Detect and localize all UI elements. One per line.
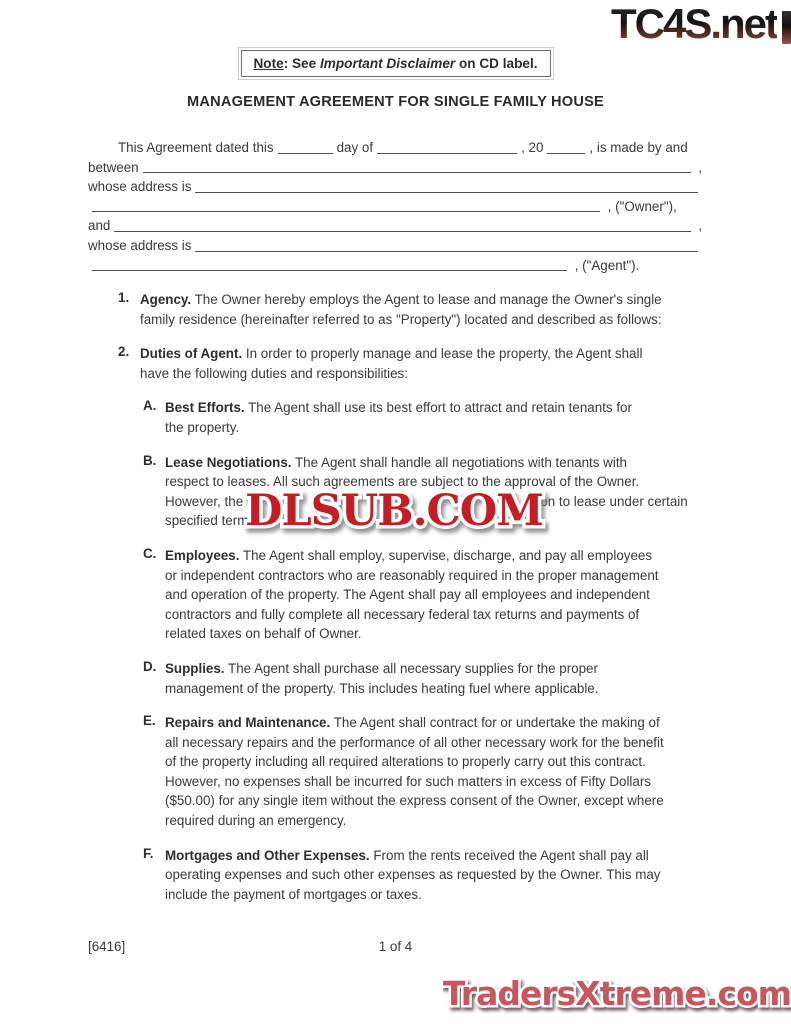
note-emphasis: Important Disclaimer [319,56,456,71]
duty-text: include the payment of mortgages or taxes. [165,886,422,902]
tradersxtreme-logo-text: TradersXtreme.com [443,974,791,1013]
duty-label: Best Efforts. [165,400,245,416]
intro-text: whose address is [88,237,192,253]
intro-text: , ("Agent"). [571,257,640,273]
duty-employees [143,546,718,644]
blank-year [547,139,585,154]
intro-text: and [88,218,111,234]
section-agency [118,290,718,329]
duty-text: related taxes on behalf of Owner. [165,626,362,642]
duty-label: Repairs and Maintenance. [165,715,331,731]
duty-letter: B. [143,452,157,468]
blank-day [278,139,333,154]
intro-text: , 20 [521,140,544,155]
duty-text: or independent contractors who are reasonably required in the proper management [165,567,659,583]
intro-line-3 [88,177,702,197]
duty-text: all necessary repairs and the performance of all other necessary work for the benefit [165,734,664,750]
duty-text: The Agent shall purchase all necessary supplies for the proper [228,660,598,676]
section-number: 2. [118,344,130,360]
blank-owner-address-2 [92,211,600,212]
section-label: Agency. [140,292,192,307]
note-label: Note [253,56,284,71]
duty-text: the property. [165,419,240,435]
intro-line-4 [88,197,702,217]
blank-owner-name [143,172,691,173]
dlsub-watermark [238,478,550,543]
duty-text-obscured-start: However, the O [165,493,258,509]
duty-supplies [143,659,718,698]
duties-list [143,398,718,904]
duty-text: management of the property. This includes heating fuel where applicable. [165,680,599,696]
document-title: MANAGEMENT AGREEMENT FOR SINGLE FAMILY HOUSE [187,94,604,110]
intro-line-5 [88,216,702,236]
duty-text: The Agent shall contract for or undertake the making of [333,715,660,731]
duty-label: Supplies. [165,660,225,676]
intro-text: , [694,159,702,175]
duty-text: contractors and fully complete all necessary federal tax returns and payments of [165,606,640,622]
duty-label: Employees. [165,547,240,563]
blank-owner-address [195,192,698,193]
intro-text: , ("Owner"), [604,198,677,214]
duty-letter: D. [143,658,157,674]
blank-agent-name [114,231,690,232]
intro-text: between [88,159,139,175]
blank-agent-address [195,251,698,252]
duty-letter: F. [143,845,154,861]
duty-text: The Agent shall handle all negotiations with tenants with [294,454,627,470]
duty-text: required during an emergency. [165,813,347,829]
duty-best-efforts [143,398,718,437]
cropped-logo-glyph [782,11,791,44]
dlsub-watermark-text: DLSUB.COM [245,486,543,536]
note-box [240,50,550,77]
intro-line-6 [88,236,702,256]
note-text: : See [283,56,320,71]
section-text: family residence (hereinafter referred to as "Property") located and described as follows: [140,311,662,327]
duty-repairs-maintenance [143,713,718,831]
duty-text: and operation of the property. The Agent shall pay all employees and independent [165,587,650,603]
intro-text: day of [336,140,374,155]
clauses [118,290,718,919]
duty-mortgages-expenses [143,846,718,905]
intro-text: , is made by and [589,140,688,155]
duty-text: of the property including all required alterations to properly carry out this contract. [165,754,646,770]
duty-text: The Agent shall employ, supervise, discharge, and pay all employees [242,547,653,563]
footer-doc-code: [6416] [88,939,126,954]
intro-line-7 [88,256,702,276]
blank-agent-address-2 [92,270,567,271]
duty-letter: C. [143,545,157,561]
duty-text-obscured-end: on to lease under certain [540,493,688,509]
tradersxtreme-logo [443,971,791,1022]
section-label: Duties of Agent. [140,346,243,362]
duty-text: However, no expenses shall be incurred for such matters in excess of Fifty Dollars [165,773,651,789]
duty-text: From the rents received the Agent shall pay all [373,847,649,863]
duty-label: Mortgages and Other Expenses. [165,847,370,863]
duty-letter: E. [143,713,156,729]
section-number: 1. [118,290,130,305]
intro-text: , [694,218,702,234]
top-logo-tc4s: TC4S.net [610,0,777,47]
section-text: have the following duties and responsibilities: [140,365,408,381]
intro-line-1 [88,138,702,158]
section-text: In order to properly manage and lease the property, the Agent shall [245,346,643,362]
duty-label: Lease Negotiations. [165,454,292,470]
duty-text: operating expenses and such other expenses as requested by the Owner. This may [165,867,661,883]
note-text-end: on CD label. [455,56,538,71]
duty-text: respect to leases. All such agreements are subject to the approval of the Owner. [165,474,640,490]
intro-line-2 [88,158,702,178]
intro-text: This Agreement dated this [118,140,274,155]
duty-text: The Agent shall use its best effort to attract and retain tenants for [248,400,632,416]
duty-text: specified terms [165,513,256,529]
section-duties-of-agent [118,344,718,383]
blank-month [377,139,517,154]
intro-text: whose address is [88,179,192,195]
section-text: The Owner hereby employs the Agent to lease and manage the Owner's single [194,292,662,307]
intro-paragraph [88,138,702,275]
footer-page-indicator: 1 of 4 [378,939,413,954]
duty-letter: A. [143,398,157,414]
duty-text: ($50.00) for any single item without the express consent of the Owner, except where [165,793,664,809]
